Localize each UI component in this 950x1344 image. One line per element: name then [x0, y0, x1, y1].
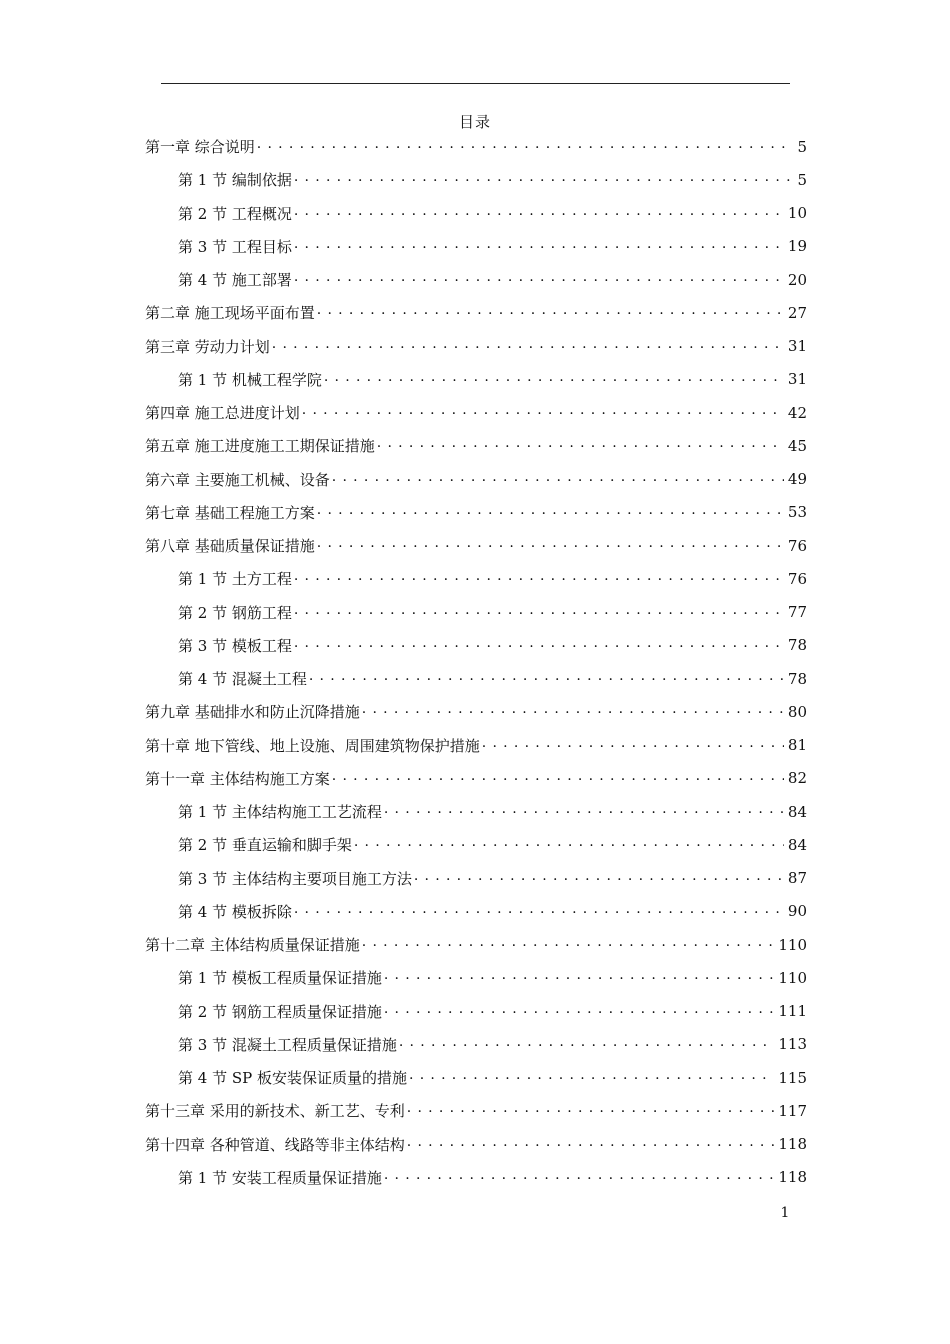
dot-leader [332, 771, 784, 786]
toc-entry-label: 第 2 节 钢筋工程质量保证措施 [178, 1002, 382, 1021]
toc-entry-label: 第 3 节 模板工程 [178, 636, 292, 655]
dot-leader [294, 638, 784, 653]
toc-entry-label: 第七章 基础工程施工方案 [145, 503, 315, 522]
toc-entry-label: 第九章 基础排水和防止沉降措施 [145, 703, 360, 722]
dot-leader [384, 1170, 775, 1185]
toc-entry-page: 110 [778, 935, 807, 954]
page-number: 1 [780, 1205, 790, 1221]
toc-entry-label: 第十二章 主体结构质量保证措施 [145, 936, 360, 954]
toc-section-entry[interactable] [178, 596, 807, 629]
dot-leader [257, 139, 794, 154]
toc-entry-label: 第 4 节 混凝土工程 [178, 670, 307, 688]
toc-entry-page: 5 [797, 137, 807, 156]
dot-leader [399, 1037, 775, 1052]
toc-entry-label: 第十三章 采用的新技术、新工艺、专利 [145, 1102, 405, 1121]
toc-section-entry[interactable] [178, 862, 807, 895]
toc-chapter-entry[interactable] [145, 729, 807, 762]
toc-entry-label: 第 1 节 主体结构施工工艺流程 [178, 803, 382, 821]
toc-section-entry[interactable] [178, 828, 807, 861]
dot-leader [294, 172, 794, 187]
toc-entry-label: 第 1 节 土方工程 [178, 570, 292, 589]
dot-leader [332, 472, 784, 487]
toc-entry-label: 第十四章 各种管道、线路等非主体结构 [145, 1135, 405, 1154]
dot-leader [317, 505, 784, 520]
toc-entry-page: 10 [787, 204, 807, 222]
dot-leader [294, 272, 784, 287]
toc-entry-page: 76 [787, 536, 807, 555]
toc-entry-page: 118 [778, 1135, 807, 1153]
dot-leader [294, 571, 784, 586]
toc-chapter-entry[interactable] [145, 296, 807, 329]
toc-section-entry[interactable] [178, 662, 807, 695]
dot-leader [384, 804, 784, 819]
dot-leader [409, 1070, 774, 1085]
toc-entry-page: 80 [787, 702, 807, 721]
toc-entry-label: 第 2 节 钢筋工程 [178, 603, 292, 622]
dot-leader [317, 305, 784, 320]
toc-entry-label: 第 4 节 SP 板安装保证质量的措施 [178, 1069, 407, 1087]
toc-entry-label: 第 3 节 混凝土工程质量保证措施 [178, 1035, 397, 1054]
header-rule [161, 83, 790, 84]
toc-entry-page: 42 [787, 403, 807, 422]
toc-entry-label: 第 1 节 模板工程质量保证措施 [178, 969, 382, 988]
dot-leader [324, 372, 784, 387]
toc-section-entry[interactable] [178, 230, 807, 263]
toc-entry-page: 81 [787, 736, 807, 754]
toc-section-entry[interactable] [178, 1061, 807, 1094]
toc-entry-label: 第 4 节 模板拆除 [178, 902, 292, 921]
dot-leader [407, 1103, 775, 1118]
toc-entry-label: 第二章 施工现场平面布置 [145, 304, 315, 323]
toc-entry-label: 第一章 综合说明 [145, 138, 255, 156]
toc-entry-page: 110 [778, 968, 807, 987]
dot-leader [317, 538, 784, 553]
toc-entry-page: 31 [787, 337, 807, 355]
toc-entry-page: 117 [778, 1101, 807, 1120]
toc-entry-page: 82 [787, 769, 807, 788]
toc-entry-label: 第四章 施工总进度计划 [145, 404, 300, 422]
toc-section-entry[interactable] [178, 197, 807, 230]
toc-entry-label: 第 3 节 主体结构主要项目施工方法 [178, 869, 412, 888]
dot-leader [272, 339, 784, 354]
toc-section-entry[interactable] [178, 163, 807, 196]
toc-section-entry[interactable] [178, 1161, 807, 1194]
toc-entry-label: 第 2 节 垂直运输和脚手架 [178, 836, 352, 855]
toc-chapter-entry[interactable] [145, 1128, 807, 1161]
toc-section-entry[interactable] [178, 263, 807, 296]
dot-leader [384, 970, 775, 985]
toc-section-entry[interactable] [178, 961, 807, 994]
toc-chapter-entry[interactable] [145, 396, 807, 429]
dot-leader [377, 438, 784, 453]
toc-chapter-entry[interactable] [145, 130, 807, 163]
toc-entry-page: 115 [778, 1068, 807, 1087]
toc-entry-page: 78 [787, 669, 807, 688]
toc-entry-page: 31 [787, 370, 807, 389]
toc-chapter-entry[interactable] [145, 762, 807, 795]
toc-entry-page: 27 [787, 303, 807, 322]
toc-entry-page: 49 [787, 470, 807, 488]
toc-entry-label: 第八章 基础质量保证措施 [145, 537, 315, 555]
toc-section-entry[interactable] [178, 995, 807, 1028]
toc-entry-page: 45 [787, 436, 807, 455]
toc-entry-page: 118 [778, 1168, 807, 1187]
toc-section-entry[interactable] [178, 629, 807, 662]
toc-entry-label: 第 1 节 编制依据 [178, 171, 292, 190]
dot-leader [362, 937, 775, 952]
toc-entry-page: 19 [787, 237, 807, 256]
toc-entry-page: 113 [778, 1035, 807, 1054]
dot-leader [294, 206, 784, 221]
toc-chapter-entry[interactable] [145, 928, 807, 961]
dot-leader [482, 738, 784, 753]
toc-chapter-entry[interactable] [145, 429, 807, 462]
toc-entry-page: 20 [787, 270, 807, 289]
dot-leader [354, 837, 784, 852]
dot-leader [407, 1137, 775, 1152]
toc-entry-label: 第五章 施工进度施工工期保证措施 [145, 437, 375, 456]
toc-entry-label: 第 1 节 机械工程学院 [178, 370, 322, 389]
toc-chapter-entry[interactable] [145, 496, 807, 529]
toc-chapter-entry[interactable] [145, 695, 807, 728]
toc-section-entry[interactable] [178, 562, 807, 595]
toc-entry-label: 第三章 劳动力计划 [145, 337, 270, 356]
toc-entry-page: 5 [797, 170, 807, 189]
toc-chapter-entry[interactable] [145, 1094, 807, 1127]
dot-leader [294, 605, 784, 620]
toc-chapter-entry[interactable] [145, 529, 807, 562]
toc-entry-label: 第 2 节 工程概况 [178, 204, 292, 223]
toc-entry-label: 第十一章 主体结构施工方案 [145, 769, 330, 788]
toc-entry-label: 第六章 主要施工机械、设备 [145, 470, 330, 489]
toc-entry-page: 53 [787, 503, 807, 522]
toc-entry-page: 84 [787, 835, 807, 854]
toc-entry-label: 第十章 地下管线、地上设施、周围建筑物保护措施 [145, 736, 480, 755]
toc-entry-page: 76 [787, 569, 807, 588]
toc-section-entry[interactable] [178, 895, 807, 928]
toc-entry-page: 87 [787, 869, 807, 887]
toc-chapter-entry[interactable] [145, 330, 807, 363]
dot-leader [302, 405, 784, 420]
toc-entry-label: 第 4 节 施工部署 [178, 271, 292, 289]
toc-title: 目录 [458, 113, 491, 131]
toc-entry-page: 111 [778, 1002, 807, 1020]
toc-section-entry[interactable] [178, 363, 807, 396]
dot-leader [414, 871, 784, 886]
toc-entry-page: 77 [787, 603, 807, 621]
toc-entry-label: 第 3 节 工程目标 [178, 237, 292, 256]
toc-chapter-entry[interactable] [145, 463, 807, 496]
dot-leader [384, 1004, 775, 1019]
toc-section-entry[interactable] [178, 795, 807, 828]
dot-leader [294, 904, 784, 919]
toc-section-entry[interactable] [178, 1028, 807, 1061]
toc-entry-label: 第 1 节 安装工程质量保证措施 [178, 1168, 382, 1187]
toc-entry-page: 84 [787, 802, 807, 821]
dot-leader [362, 704, 784, 719]
dot-leader [309, 671, 784, 686]
toc-entry-page: 78 [787, 636, 807, 655]
toc-entry-page: 90 [787, 902, 807, 921]
dot-leader [294, 239, 784, 254]
